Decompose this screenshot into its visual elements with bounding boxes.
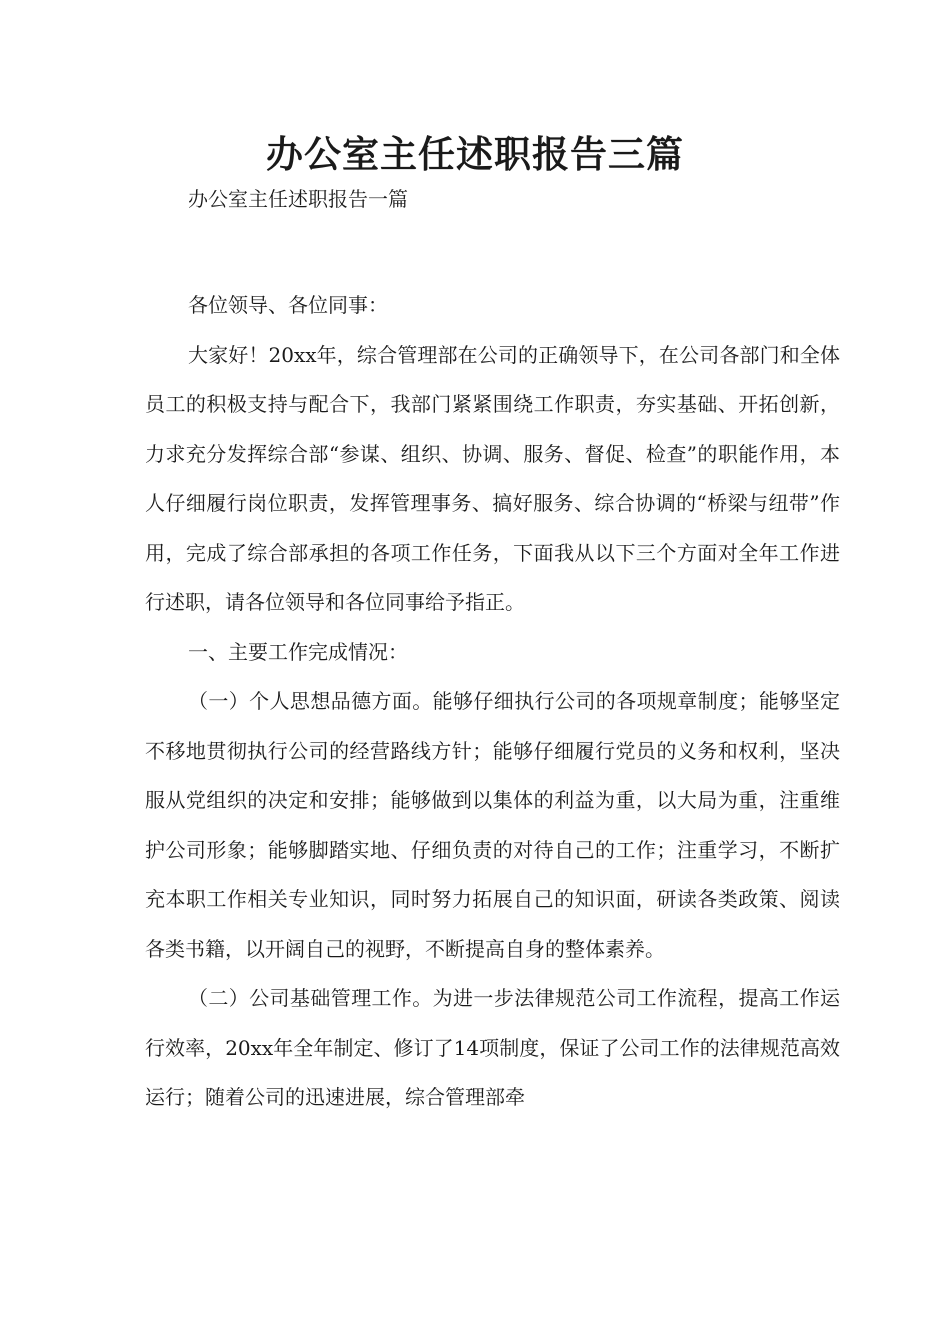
document-title: 办公室主任述职报告三篇 [266, 132, 684, 176]
paragraph-greeting: 各位领导、各位同事： [188, 293, 388, 317]
paragraph-item-one: （一）个人思想品德方面。能够仔细执行公司的各项规章制度；能够坚定不移地贯彻执行公司的经营路线方针；能够仔细履行党员的义务和权利，坚决服从党组织的决定和安排；能够做到以集体的利益为重，以大局为重，注重维护公司形象；能够脚踏实地、仔细负责的对待自己的工作；注重学习，不断扩充本职工作相关专业知识，同时努力拓展自己的知识面，研读各类政策、阅读各类书籍，以开阔自己的视野，不断提高自身的整体素养。 [145, 689, 840, 961]
document-subtitle: 办公室主任述职报告一篇 [188, 187, 408, 211]
paragraph-intro: 大家好！20xx年，综合管理部在公司的正确领导下，在公司各部门和全体员工的积极支持与配合下，我部门紧紧围绕工作职责，夯实基础、开拓创新，力求充分发挥综合部“参谋、组织、协调、服务、督促、检查”的职能作用，本人仔细履行岗位职责，发挥管理事务、搞好服务、综合协调的“桥梁与纽带”作用，完成了综合部承担的各项工作任务，下面我从以下三个方面对全年工作进行述职，请各位领导和各位同事给予指正。 [145, 342, 840, 614]
paragraph-section-heading: 一、主要工作完成情况： [188, 639, 408, 664]
paragraph-item-two: （二）公司基础管理工作。为进一步法律规范公司工作流程，提高工作运行效率，20xx年全年制定、修订了14项制度，保证了公司工作的法律规范高效运行；随着公司的迅速进展，综合管理部牵 [145, 986, 840, 1109]
document-body [145, 281, 840, 1123]
